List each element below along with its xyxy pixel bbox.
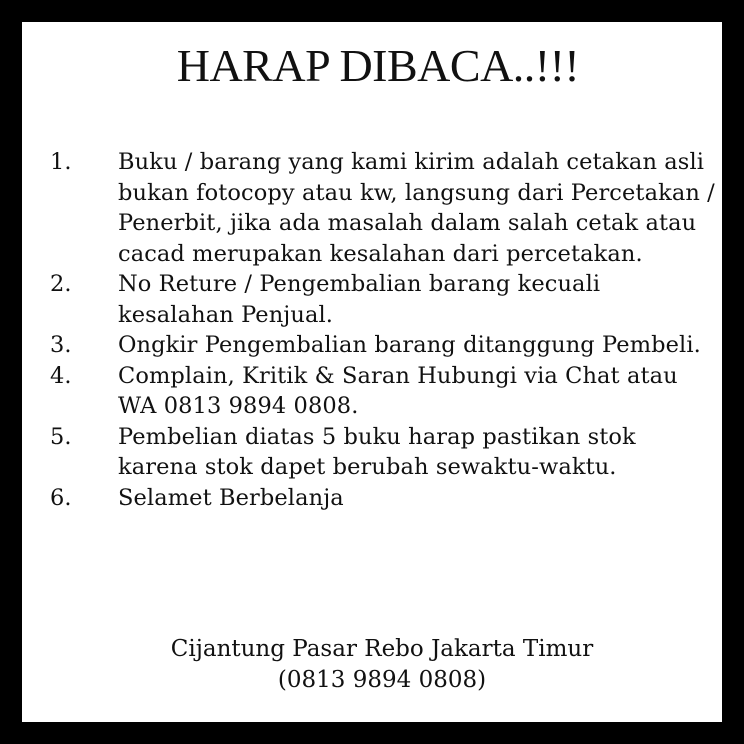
notice-sheet <box>22 22 722 722</box>
item-number: 1. <box>50 149 72 175</box>
item-number: 2. <box>50 271 72 297</box>
footer-phone: (0813 9894 0808) <box>277 667 487 693</box>
list-item <box>50 361 722 422</box>
item-number: 4. <box>50 362 72 389</box>
list-item <box>50 147 722 269</box>
item-text: Complain, Kritik & Saran Hubungi via Chat atau WA 0813 9894 0808. <box>118 362 678 419</box>
item-number: 3. <box>50 332 72 358</box>
item-text: Selamet Berbelanja <box>118 484 344 511</box>
notice-title: HARAP DIBACA..!!! <box>176 40 580 91</box>
item-number: 5. <box>50 423 72 450</box>
list-item <box>50 483 722 514</box>
list-item <box>50 269 722 330</box>
footer-address: Cijantung Pasar Rebo Jakarta Timur <box>170 636 594 662</box>
item-text: No Reture / Pengembalian barang kecuali kesalahan Penjual. <box>118 271 601 328</box>
list-item <box>50 330 722 361</box>
item-number: 6. <box>50 484 72 511</box>
list-item <box>50 422 722 483</box>
footer <box>22 634 722 696</box>
item-text: Buku / barang yang kami kirim adalah cetakan asli bukan fotocopy atau kw, langsung dari Percetakan / Penerbit, jika ada masalah dalam salah cetak atau cacad merupakan kesalahan dari percetakan. <box>118 149 715 267</box>
item-text: Pembelian diatas 5 buku harap pastikan stok karena stok dapet berubah sewaktu-waktu. <box>118 423 636 480</box>
rules-list <box>50 147 722 513</box>
item-text: Ongkir Pengembalian barang ditanggung Pembeli. <box>118 332 701 358</box>
